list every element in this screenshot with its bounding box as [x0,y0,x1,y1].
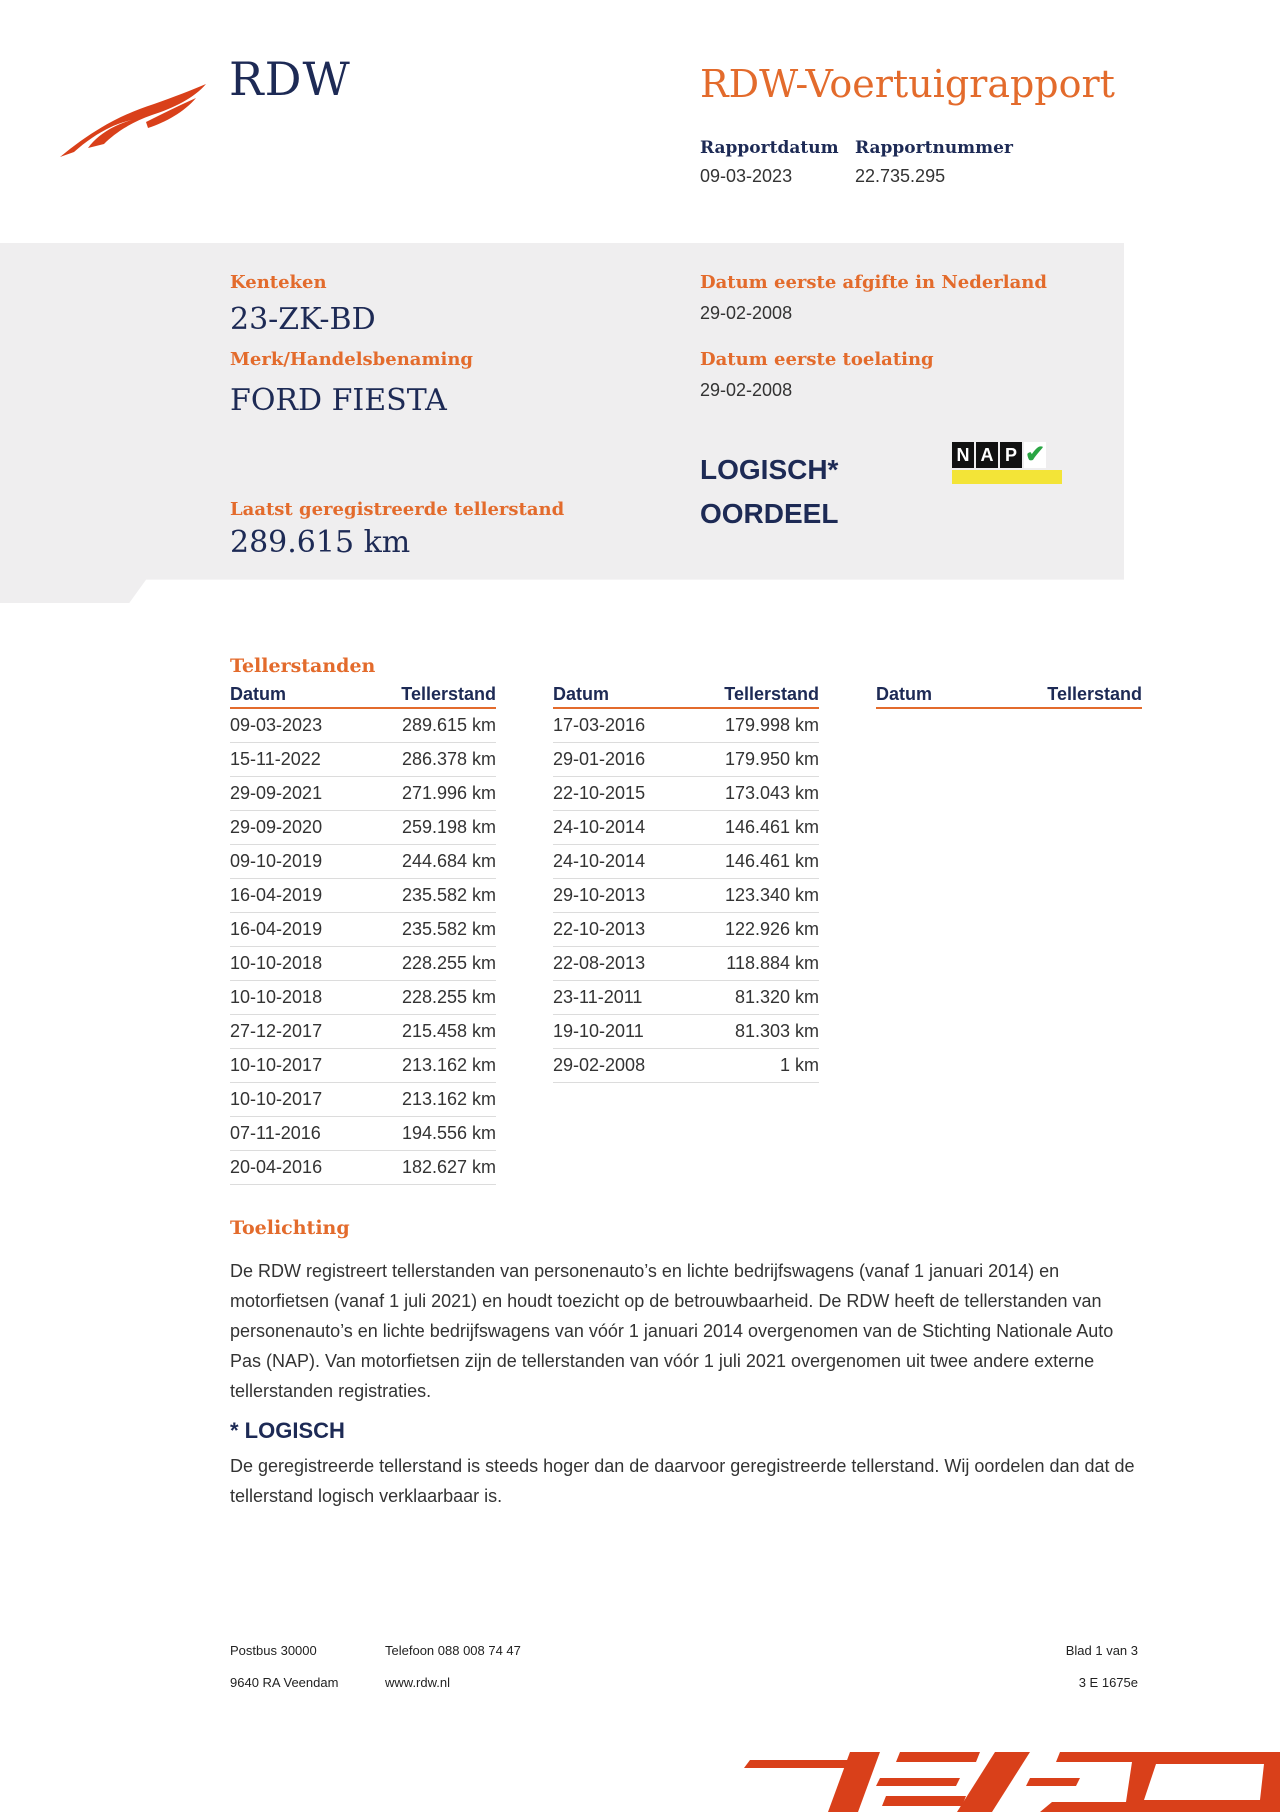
reading-date: 22-10-2015 [553,783,646,803]
reading-date: 17-03-2016 [553,715,646,735]
report-date-label: Rapportdatum [700,138,839,158]
footer-postbus: Postbus 30000 [230,1643,317,1658]
table-row [553,913,819,947]
reading-date: 16-04-2019 [230,885,323,905]
table-header [553,682,819,709]
table-row [553,1015,819,1049]
reading-date: 29-09-2021 [230,783,323,803]
reading-date: 10-10-2017 [230,1055,323,1075]
table-row [230,845,496,879]
reading-value: 146.461 km [724,851,819,871]
reading-date: 27-12-2017 [230,1021,323,1041]
reading-date: 16-04-2019 [230,919,323,939]
table-row [230,1151,496,1185]
explanation-text: De RDW registreert tellerstanden van personenauto’s en lichte bedrijfswagens (vanaf 1 januari 2014) en motorfietsen (vanaf 1 juli 2021) en houdt toezicht op de betrouwbaarheid. De RDW heeft de tellerstanden van personenauto’s en lichte bedrijfswagens van vóór 1 januari 2014 overgenomen van de Stichting Nationale Auto Pas (NAP). Van motorfietsen zijn de tellerstanden van vóór 1 juli 2021 overgenomen uit twee andere externe tellerstanden registraties. [230,1261,1114,1401]
table-header [230,682,496,709]
reading-value: 146.461 km [724,817,819,837]
reading-date: 29-10-2013 [553,885,646,905]
reading-value: 81.320 km [734,987,819,1007]
readings-table-2 [553,682,819,1083]
table-row [230,1015,496,1049]
table-row [553,777,819,811]
reading-value: 123.340 km [724,885,819,905]
footer-code: 3 E 1675e [1078,1675,1138,1690]
reading-date: 29-02-2008 [553,1055,646,1075]
checkmark-icon: ✔ [1024,441,1046,468]
report-number: 22.735.295 [855,166,946,186]
table-row [230,1083,496,1117]
readings-table-1 [230,682,496,1185]
first-issue-label: Datum eerste afgifte in Nederland [700,272,1047,293]
verdict-note-text: De geregistreerde tellerstand is steeds hoger dan de daarvoor geregistreerde tellerstand. Wij oordelen dan dat de tellerstand logisch verklaarbaar is. [230,1456,1135,1506]
reading-value: 289.615 km [401,715,496,735]
reading-date: 29-09-2020 [230,817,323,837]
footer-phone: Telefoon 088 008 74 47 [385,1643,521,1658]
reading-date: 24-10-2014 [553,817,646,837]
reading-value: 194.556 km [401,1123,496,1143]
reading-value: 228.255 km [401,953,496,973]
reading-value: 182.627 km [401,1157,496,1177]
reading-date: 09-03-2023 [230,715,323,735]
reading-date: 15-11-2022 [230,749,321,769]
col-date-header: Datum [876,684,933,704]
reading-value: 235.582 km [401,919,496,939]
verdict [700,448,838,536]
reading-value: 179.998 km [724,715,819,735]
brand-value: FORD FIESTA [230,383,447,418]
plate-value: 23-ZK-BD [230,302,376,337]
table-row [553,845,819,879]
report-date: 09-03-2023 [700,166,793,186]
table-row [553,879,819,913]
first-admission-value: 29-02-2008 [700,380,793,400]
plate-label: Kenteken [230,272,327,293]
table-row [553,1049,819,1083]
table-row [553,981,819,1015]
reading-value: 259.198 km [401,817,496,837]
reading-value: 179.950 km [724,749,819,769]
table-row [230,811,496,845]
table-row [553,811,819,845]
col-value-header: Tellerstand [1047,684,1142,704]
reading-value: 215.458 km [401,1021,496,1041]
report-number-label: Rapportnummer [855,138,1013,158]
readings-table-3 [876,682,1142,709]
reading-value: 213.162 km [401,1055,496,1075]
footer-page: Blad 1 van 3 [1065,1643,1138,1658]
table-row [553,947,819,981]
col-date-header: Datum [230,684,287,704]
brand-label: Merk/Handelsbenaming [230,349,474,370]
table-row [230,777,496,811]
reading-date: 20-04-2016 [230,1157,323,1177]
reading-date: 10-10-2017 [230,1089,323,1109]
verdict-line-2: OORDEEL [700,498,839,529]
nap-yellow-bar [952,470,1062,484]
rdw-logo-icon [58,82,208,160]
reading-date: 09-10-2019 [230,851,323,871]
reading-value: 271.996 km [401,783,496,803]
nap-letter-a: A [976,442,998,468]
reading-value: 286.378 km [401,749,496,769]
readings-title: Tellerstanden [230,655,376,677]
explanation-title: Toelichting [230,1217,350,1239]
reading-value: 228.255 km [401,987,496,1007]
nap-letter-n: N [952,442,974,468]
reading-value: 213.162 km [401,1089,496,1109]
reading-date: 07-11-2016 [230,1123,321,1143]
vehicle-panel [0,243,1124,603]
nap-badge [952,442,1062,486]
logo-text: RDW [229,52,351,106]
table-row [553,743,819,777]
first-issue-value: 29-02-2008 [700,303,793,323]
table-row [230,743,496,777]
reading-date: 22-08-2013 [553,953,646,973]
table-row [230,709,496,743]
odometer-label: Laatst geregistreerde tellerstand [230,499,565,520]
table-row [230,1117,496,1151]
reading-date: 19-10-2011 [553,1021,644,1041]
table-row [230,981,496,1015]
col-date-header: Datum [553,684,610,704]
footer-decoration-icon [730,1740,1280,1812]
reading-date: 23-11-2011 [553,987,643,1007]
reading-value: 235.582 km [401,885,496,905]
table-row [230,947,496,981]
reading-date: 24-10-2014 [553,851,646,871]
reading-date: 10-10-2018 [230,953,323,973]
footer-website[interactable]: www.rdw.nl [385,1675,451,1690]
table-row [230,1049,496,1083]
reading-value: 173.043 km [724,783,819,803]
table-row [230,879,496,913]
reading-value: 1 km [779,1055,819,1075]
reading-date: 22-10-2013 [553,919,646,939]
first-admission-label: Datum eerste toelating [700,349,934,370]
verdict-line-1: LOGISCH* [700,454,839,485]
reading-value: 122.926 km [724,919,819,939]
col-value-header: Tellerstand [724,684,819,704]
verdict-note-title: * LOGISCH [230,1418,345,1443]
report-title: RDW-Voertuigrapport [700,62,1115,106]
reading-value: 81.303 km [734,1021,819,1041]
table-header [876,682,1142,709]
reading-value: 118.884 km [726,953,819,973]
reading-date: 29-01-2016 [553,749,646,769]
table-row [230,913,496,947]
table-row [553,709,819,743]
reading-date: 10-10-2018 [230,987,323,1007]
nap-letter-p: P [1000,442,1022,468]
odometer-value: 289.615 km [230,525,411,560]
footer-city: 9640 RA Veendam [230,1675,339,1690]
reading-value: 244.684 km [401,851,496,871]
col-value-header: Tellerstand [401,684,496,704]
